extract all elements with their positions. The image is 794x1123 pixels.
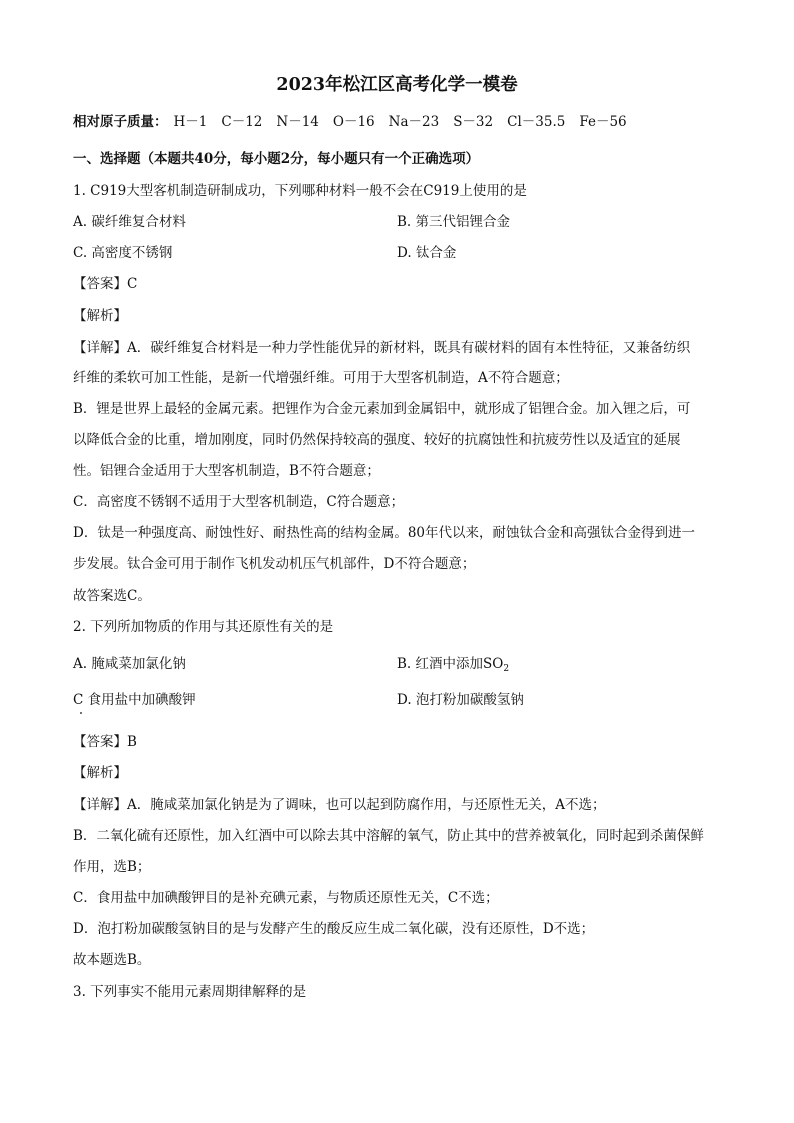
q1-option-c: C. 高密度不锈钢 [73, 245, 173, 261]
q2-detail-line: B．二氧化硫有还原性，加入红酒中可以除去其中溶解的氧气，防止其中的营养被氧化，同时起到杀菌保鲜 [73, 828, 704, 844]
q1-detail-line: 纤维的柔软可加工性能，是新一代增强纤维。可用于大型客机制造，A不符合题意； [73, 370, 569, 386]
q1-option-d: D. 钛合金 [397, 245, 457, 261]
q1-detail-line: 故答案选C。 [73, 588, 151, 604]
q1-option-b: B. 第三代铝锂合金 [397, 214, 511, 230]
atomic-mass-line [73, 112, 641, 132]
atomic-mass-item: Cl－35.5 [507, 114, 566, 130]
q2-detail-line: 【详解】A．腌咸菜加氯化钠是为了调味，也可以起到防腐作用，与还原性无关，A不选； [73, 797, 606, 813]
q1-answer: 【答案】C [73, 276, 138, 292]
question-1-stem: 1. C919大型客机制造研制成功，下列哪种材料一般不会在C919上使用的是 [73, 183, 527, 199]
q2-option-b-subscript: 2 [503, 664, 510, 674]
q2-analysis-label: 【解析】 [73, 765, 127, 781]
question-2-stem: 2. 下列所加物质的作用与其还原性有关的是 [73, 619, 334, 635]
atomic-mass-item: H－1 [173, 114, 208, 130]
atomic-mass-item: Na－23 [388, 114, 440, 130]
q1-detail-line: 性。铝锂合金适用于大型客机制造，B不符合题意； [73, 463, 380, 479]
q2-detail-line: 故本题选B。 [73, 952, 151, 968]
atomic-mass-label: 相对原子质量： [73, 114, 168, 130]
q2-detail-line: 作用，选B； [73, 859, 151, 875]
q2-option-c: C 食用盐中加碘酸钾 [73, 692, 196, 708]
q2-answer: 【答案】B [73, 734, 137, 750]
q1-detail-line: B．锂是世界上最轻的金属元素。把锂作为合金元素加到金属铝中，就形成了铝锂合金。加入锂之后，可 [73, 401, 691, 417]
q2-detail-line: C．食用盐中加碘酸钾目的是补充碘元素，与物质还原性无关，C不选； [73, 890, 499, 906]
q1-detail-line: C．高密度不锈钢不适用于大型客机制造，C符合题意； [73, 494, 405, 510]
atomic-mass-item: Fe－56 [579, 114, 627, 130]
question-3-stem: 3. 下列事实不能用元素周期律解释的是 [73, 984, 307, 1000]
q1-detail-line: 【详解】A．碳纤维复合材料是一种力学性能优异的新材料，既具有碳材料的固有本性特征，又兼备纺织 [73, 340, 691, 356]
atomic-mass-item: N－14 [276, 114, 319, 130]
q1-detail-line: D．钛是一种强度高、耐蚀性好、耐热性高的结构金属。80年代以来，耐蚀钛合金和高强钛合金得到进一 [73, 525, 696, 541]
q2-detail-line: D．泡打粉加碳酸氢钠目的是与发酵产生的酸反应生成二氧化碳，没有还原性，D不选； [73, 921, 595, 937]
q1-detail-line: 以降低合金的比重，增加刚度，同时仍然保持较高的强度、较好的抗腐蚀性和抗疲劳性以及适宜的延展 [73, 432, 681, 448]
q2-option-b-text: B. 红酒中添加SO [397, 656, 504, 672]
section-heading: 一、选择题（本题共40分，每小题2分，每小题只有一个正确选项） [73, 151, 480, 167]
atomic-mass-item: S－32 [453, 114, 494, 130]
atomic-mass-item: O－16 [332, 114, 375, 130]
stray-dot-mark [80, 712, 82, 714]
atomic-mass-item: C－12 [221, 114, 263, 130]
q1-analysis-label: 【解析】 [73, 308, 127, 324]
q2-option-a: A. 腌咸菜加氯化钠 [73, 656, 186, 672]
q1-option-a: A. 碳纤维复合材料 [73, 214, 186, 230]
q1-detail-line: 步发展。钛合金可用于制作飞机发动机压气机部件，D不符合题意； [73, 556, 476, 572]
page-title: 2023年松江区高考化学一模卷 [276, 75, 518, 95]
q2-option-d: D. 泡打粉加碳酸氢钠 [397, 692, 524, 708]
q2-option-b [397, 654, 509, 679]
